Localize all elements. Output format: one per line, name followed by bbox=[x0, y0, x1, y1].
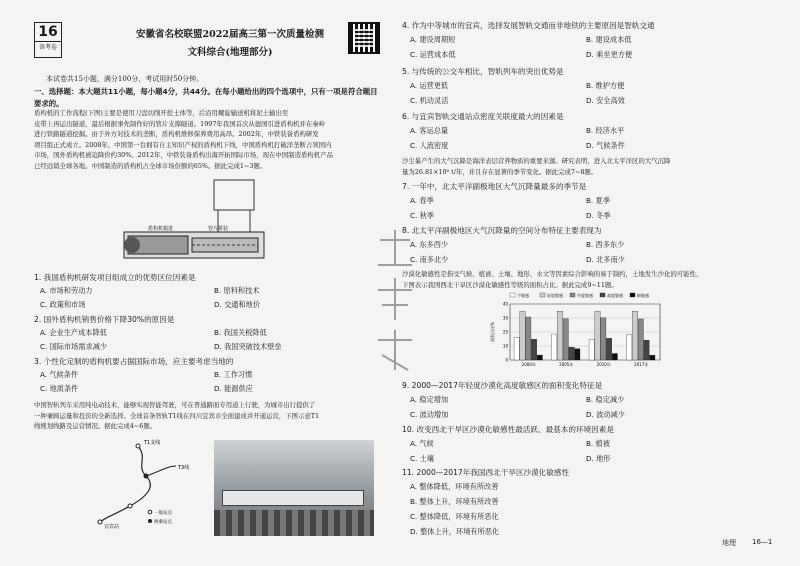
q5-option-c[interactable]: C. 机动灵活 bbox=[410, 96, 449, 105]
t1-line-map bbox=[88, 436, 208, 532]
chart-bar bbox=[526, 317, 531, 360]
chart-bar bbox=[514, 337, 519, 360]
q5-option-b[interactable]: B. 维护方便 bbox=[586, 81, 625, 90]
map-label-station: 宜宾站 bbox=[104, 524, 120, 530]
map-label-t3: T3线 bbox=[178, 465, 190, 471]
paper-number-badge bbox=[34, 22, 62, 58]
question-5: 5. 与传统的公交车相比，智轨列车的突出优势是 bbox=[402, 67, 564, 76]
passage-line: 已经远销全球各地。中国制造的盾构机占全球市场份额的65%。据此完成1~3题。 bbox=[34, 161, 267, 170]
legend-label: 中度敏感 bbox=[577, 293, 593, 298]
q7-option-d[interactable]: D. 冬季 bbox=[586, 211, 611, 220]
legend-label: 极敏感 bbox=[637, 293, 649, 298]
desertification-chart bbox=[488, 290, 668, 374]
legend-swatch bbox=[600, 293, 605, 297]
q10-option-c[interactable]: C. 土壤 bbox=[410, 454, 434, 463]
x-tick-label: 2010年 bbox=[596, 362, 611, 367]
q6-option-d[interactable]: D. 气候条件 bbox=[586, 141, 625, 150]
q8-option-c[interactable]: C. 南多北少 bbox=[410, 255, 449, 264]
map-label-t1-branch: T1支线 bbox=[144, 440, 161, 446]
question-9: 9. 2000—2017年轻度沙漠化高度敏感区的面积变化特征是 bbox=[402, 381, 603, 390]
q3-option-d[interactable]: D. 能源供应 bbox=[214, 384, 253, 393]
legend-swatch bbox=[630, 293, 635, 297]
section-instruction: 一、选择题：本大题共11小题，每小题4分，共44分。在每小题给出的四个选项中，只有一项是符合题目要求的。 bbox=[34, 87, 378, 108]
y-tick-label: 10 bbox=[502, 343, 508, 349]
question-1: 1. 我国盾构机研发项目组成立的优势区位因素是 bbox=[34, 273, 196, 282]
q1-option-d[interactable]: D. 交通和地价 bbox=[214, 300, 261, 309]
legend-label: 轻度敏感 bbox=[547, 293, 563, 298]
legend-swatch bbox=[540, 293, 545, 297]
chart-bar bbox=[552, 334, 557, 360]
passage2-line: 中国智轨列车采用纯电动技术，能够实现智能驾驶，可在普通路面专用道上行驶，为城市出行提供了 bbox=[34, 401, 316, 409]
badge-subtitle: 备考卷 bbox=[35, 41, 61, 54]
q8-option-b[interactable]: B. 西多东少 bbox=[586, 240, 625, 249]
y-tick-label: 40 bbox=[502, 301, 508, 307]
q3-option-c[interactable]: C. 地质条件 bbox=[40, 384, 79, 393]
exam-title-block bbox=[120, 28, 340, 60]
q5-option-a[interactable]: A. 运营更低 bbox=[410, 81, 449, 90]
chart-bar bbox=[563, 319, 568, 360]
question-8: 8. 北太平洋副极地区大气沉降量的空间分布特征主要表现为 bbox=[402, 226, 602, 235]
q8-option-a[interactable]: A. 东多西少 bbox=[410, 240, 449, 249]
shield-machine-diagram bbox=[118, 178, 268, 264]
legend-swatch bbox=[570, 293, 575, 297]
passage-line: 皮带上再运出隧道，最后根据事先制作好的管片支撑隧道。1997年我国首次从德国引进盾构机并在秦岭 bbox=[34, 119, 326, 128]
q7-option-a[interactable]: A. 春季 bbox=[410, 196, 434, 205]
passage-line: 项目组正式成立。2008年，中国第一台拥有自主知识产权的盾构机下线，中国盾构机打破洋垄断占领国内 bbox=[34, 140, 332, 149]
passage2-line: 一种兼顾运量和投资的全新选择。全球首条智轨T1线在四川宜宾市全面建成并开通运营，下图示意T1 bbox=[34, 411, 320, 420]
y-tick-label: 20 bbox=[502, 329, 508, 335]
q2-option-a[interactable]: A. 企业生产成本降低 bbox=[40, 328, 107, 337]
subject-label: 地理 bbox=[722, 539, 736, 547]
chart-bar bbox=[650, 355, 655, 360]
legend-label: 不敏感 bbox=[517, 293, 529, 298]
chart-bar bbox=[537, 355, 542, 360]
q1-option-b[interactable]: B. 原料和技术 bbox=[214, 286, 260, 295]
q10-option-b[interactable]: B. 植被 bbox=[586, 439, 610, 448]
passage3-line: 沙尘暴产生的大气沉降是海洋表层营养物质的重要来源。研究表明，进入北太平洋区的大气沉降 bbox=[402, 157, 671, 165]
chart-bar bbox=[644, 340, 649, 360]
x-tick-label: 2017年 bbox=[634, 362, 649, 367]
q10-option-a[interactable]: A. 气候 bbox=[410, 439, 434, 448]
diagram-label-a: 盾构机掘进 bbox=[148, 226, 174, 232]
passage-line: 进行铁路隧道挖掘。由于外方对技术的垄断，盾构机维修保养费用高昂。2002年，中铁装备盾构研发 bbox=[34, 130, 319, 138]
diagram-label-b: 管片拼装 bbox=[208, 226, 229, 232]
q4-option-d[interactable]: D. 乘坐更方便 bbox=[586, 50, 633, 59]
chart-bar bbox=[612, 354, 617, 360]
question-4: 4. 作为中等城市的宜宾，选择发展智轨交通而非地铁的主要原因是智轨交通 bbox=[402, 21, 655, 30]
exam-title: 安徽省名校联盟2022届高三第一次质量检测 bbox=[136, 29, 324, 40]
exam-intro: 本试卷共15小题，满分100分，考试用时50分钟。 bbox=[46, 75, 204, 83]
chart-bar bbox=[575, 349, 580, 360]
q6-option-a[interactable]: A. 客运总量 bbox=[410, 126, 449, 135]
q11-option-d[interactable]: D. 整体上升，环境有所恶化 bbox=[410, 527, 500, 536]
q3-option-b[interactable]: B. 工作习惯 bbox=[214, 370, 253, 379]
q9-option-b[interactable]: B. 稳定减少 bbox=[586, 395, 625, 404]
legend-label: 高度敏感 bbox=[607, 293, 623, 298]
q2-option-b[interactable]: B. 我国关税降低 bbox=[214, 328, 267, 337]
q5-option-d[interactable]: D. 安全高效 bbox=[586, 96, 625, 105]
q2-option-c[interactable]: C. 国际市场需求减少 bbox=[40, 342, 108, 351]
question-3: 3. 个性化定制的盾构机要占据国际市场，应主要考虑当地的 bbox=[34, 357, 234, 366]
legend-swatch bbox=[510, 293, 515, 297]
y-tick-label: 0 bbox=[505, 357, 508, 363]
chart-bar bbox=[589, 339, 594, 360]
question-6: 6. 与宜宾智轨交通站点密度关联度最大的因素是 bbox=[402, 112, 564, 121]
page-number: 16—1 bbox=[752, 538, 773, 546]
q4-option-b[interactable]: B. 建设成本低 bbox=[586, 35, 632, 44]
passage4-line: 下图表示我国西北干旱区沙漠化敏感性等级的面积占比。据此完成9~11题。 bbox=[402, 280, 618, 289]
chart-bar bbox=[595, 311, 600, 360]
legend-normal-station: 一般站点 bbox=[154, 511, 172, 516]
q2-option-d[interactable]: D. 我国突破技术壁垒 bbox=[214, 342, 282, 351]
x-tick-label: 2000年 bbox=[521, 362, 536, 367]
passage-line: 盾构机的工作流程(下图)主要是使用刀盘切削开挖土体等，后沿用螺旋输送机将泥土输出至 bbox=[34, 109, 289, 117]
chart-bar bbox=[531, 339, 536, 360]
legend-transfer-station: 换乘站点 bbox=[154, 520, 172, 525]
q8-option-d[interactable]: D. 北多南少 bbox=[586, 255, 625, 264]
chart-bar bbox=[606, 338, 611, 360]
y-tick-label: 30 bbox=[502, 315, 508, 321]
question-2: 2. 国外盾构机销售价格下降30%的原因是 bbox=[34, 315, 175, 324]
chart-bar bbox=[601, 318, 606, 360]
q6-option-b[interactable]: B. 经济水平 bbox=[586, 126, 625, 135]
q7-option-c[interactable]: C. 秋季 bbox=[410, 211, 434, 220]
chart-bar bbox=[627, 334, 632, 360]
passage2-line: 线规划线路及运营情况。据此完成4~6题。 bbox=[34, 422, 157, 430]
q4-option-a[interactable]: A. 建设周期短 bbox=[410, 35, 456, 44]
x-tick-label: 2005年 bbox=[559, 362, 574, 367]
q3-option-a[interactable]: A. 气候条件 bbox=[40, 370, 79, 379]
chart-bar bbox=[569, 347, 574, 360]
q1-option-c[interactable]: C. 政策和市场 bbox=[40, 300, 86, 309]
passage3-line: 量为26.81×10⁶ t/年，并且存在显著的季节变化。据此完成7~8题。 bbox=[402, 167, 598, 176]
chart-bar bbox=[520, 311, 525, 360]
q11-option-c[interactable]: C. 整体降低，环境有所恶化 bbox=[410, 512, 499, 521]
question-7: 7. 一年中，北太平洋副极地区大气沉降量最多的季节是 bbox=[402, 182, 587, 191]
watermark-stamp bbox=[360, 220, 430, 380]
y-axis-label: 面积占比% bbox=[490, 322, 495, 342]
page-footer bbox=[722, 536, 782, 550]
exam-subtitle: 文科综合(地理部分) bbox=[187, 47, 273, 58]
passage4-line: 沙漠化敏感性是指受气候、植被、土壤、地形、水文等因素综合影响的易于制约，土地发生沙化的可能性， bbox=[402, 270, 703, 278]
q1-option-a[interactable]: A. 市场和劳动力 bbox=[40, 286, 93, 295]
q11-option-a[interactable]: A. 整体降低，环境有所改善 bbox=[410, 482, 499, 491]
chart-bar bbox=[632, 311, 637, 360]
q7-option-b[interactable]: B. 夏季 bbox=[586, 196, 610, 205]
passage-line: 市场，国外盾构机被迫降价约30%。2012年，中铁装备盾构出海开拓国际市场，现在中国制造盾构机产品 bbox=[34, 151, 333, 159]
question-10: 10. 改变西北干旱区沙漠化敏感性最活跃、最基本的环境因素是 bbox=[402, 425, 614, 434]
q6-option-c[interactable]: C. 人流密度 bbox=[410, 141, 449, 150]
q11-option-b[interactable]: B. 整体上升，环境有所改善 bbox=[410, 497, 499, 506]
q4-option-c[interactable]: C. 运营成本低 bbox=[410, 50, 456, 59]
q9-option-a[interactable]: A. 稳定增加 bbox=[410, 395, 449, 404]
q9-option-d[interactable]: D. 波动减少 bbox=[586, 410, 625, 419]
tram-photo bbox=[214, 440, 374, 536]
question-11: 11. 2000—2017年我国西北干旱区沙漠化敏感性 bbox=[402, 468, 570, 477]
q10-option-d[interactable]: D. 地形 bbox=[586, 454, 611, 463]
qr-code-icon bbox=[348, 22, 380, 54]
q9-option-c[interactable]: C. 波动增加 bbox=[410, 410, 449, 419]
chart-bar bbox=[638, 319, 643, 360]
chart-bar bbox=[557, 311, 562, 360]
paper-number: 16 bbox=[38, 24, 58, 40]
